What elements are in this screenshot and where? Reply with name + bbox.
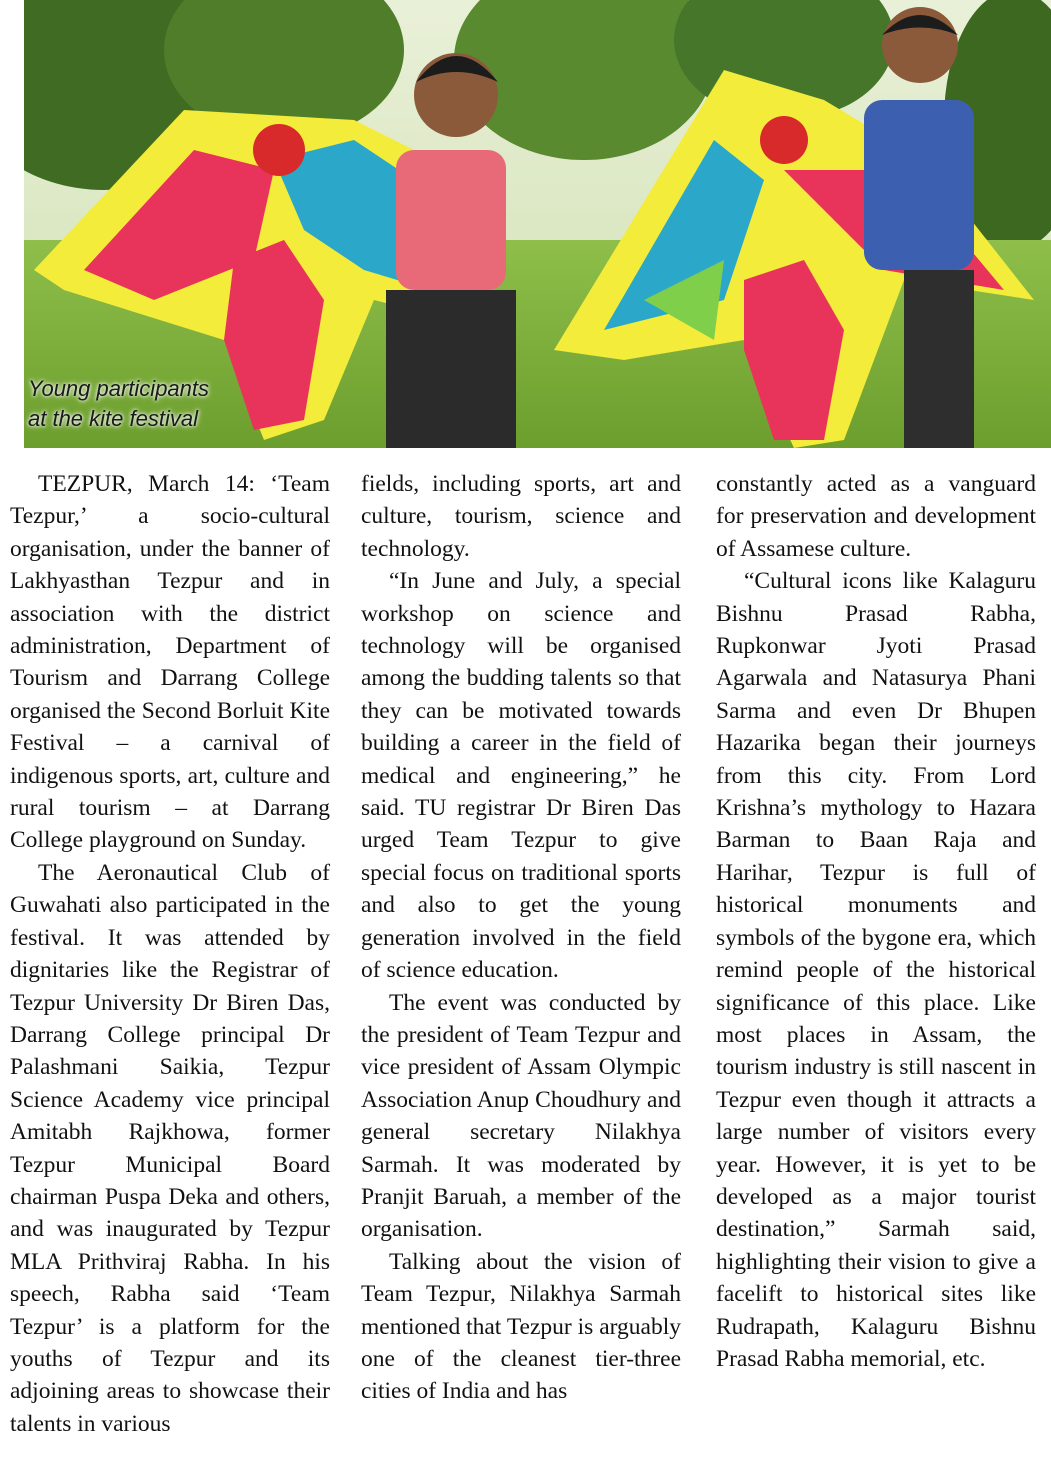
article-column-1 (10, 468, 330, 1440)
article-paragraph: TEZPUR, March 14: ‘Team Tezpur,’ a socio-cultural organisation, under the banner of Lakhyasthan Tezpur and in association with the district administration, Department of Tourism and Darrang College organised the Second Borluit Kite Festival – a carnival of indigenous sports, art, culture and rural tourism – at Darrang College playground on Sunday. (10, 471, 330, 854)
article-paragraph: The event was conducted by the president of Team Tezpur and vice president of Assam Olympic Association Anup Choudhury and general secretary Nilakhya Sarmah. It was moderated by Pranjit Baruah, a member of the organisation. (361, 989, 681, 1243)
article-paragraph: The Aeronautical Club of Guwahati also participated in the festival. It was attended by dignitaries like the Registrar of Tezpur University Dr Biren Das, Darrang College principal Dr Palashmani Saikia, Tezpur Science Academy vice principal Amitabh Rajkhowa, former Tezpur Municipal Board chairman Puspa Deka and others, and was inaugurated by Tezpur MLA Prithviraj Rabha. In his speech, Rabha said ‘Team Tezpur’ is a platform for the youths of Tezpur and its adjoining areas to showcase their talents in various (10, 859, 330, 1437)
article-column-2 (361, 468, 681, 1408)
caption-line-1: Young participants (28, 376, 210, 401)
article-paragraph: “In June and July, a special workshop on science and technology will be organised among the budding talents so that they can be motivated towards building a career in the field of medical and engineering,” he said. TU registrar Dr Biren Das urged Team Tezpur to give special focus on traditional sports and also to get the young generation involved in the field of science education. (361, 568, 681, 984)
article-column-3 (716, 468, 1036, 1375)
photo-caption (28, 374, 209, 434)
article-paragraph: fields, including sports, art and culture, tourism, science and technology. (361, 471, 681, 562)
article-paragraph: Talking about the vision of Team Tezpur, Nilakhya Sarmah mentioned that Tezpur is arguably one of the cleanest tier-three cities of India and has (361, 1248, 681, 1405)
article-paragraph: constantly acted as a vanguard for preservation and development of Assamese culture. (716, 471, 1036, 562)
caption-line-2: at the kite festival (28, 406, 198, 431)
article-paragraph: “Cultural icons like Kalaguru Bishnu Prasad Rabha, Rupkonwar Jyoti Prasad Agarwala and Natasurya Phani Sarma and even Dr Bhupen Hazarika began their journeys from this city. From Lord Krishna’s mythology to Hazara Barman to Baan Raja and Harihar, Tezpur is full of historical monuments and symbols of the bygone era, which remind people of the historical significance of this place. Like most places in Assam, the tourism industry is still nascent in Tezpur even though it attracts a large number of visitors every year. However, it is yet to be developed as a major tourist destination,” Sarmah said, highlighting their vision to give a facelift to historical sites like Rudrapath, Kalaguru Bishnu Prasad Rabha memorial, etc. (716, 568, 1036, 1372)
kite-festival-photo (24, 0, 1051, 448)
